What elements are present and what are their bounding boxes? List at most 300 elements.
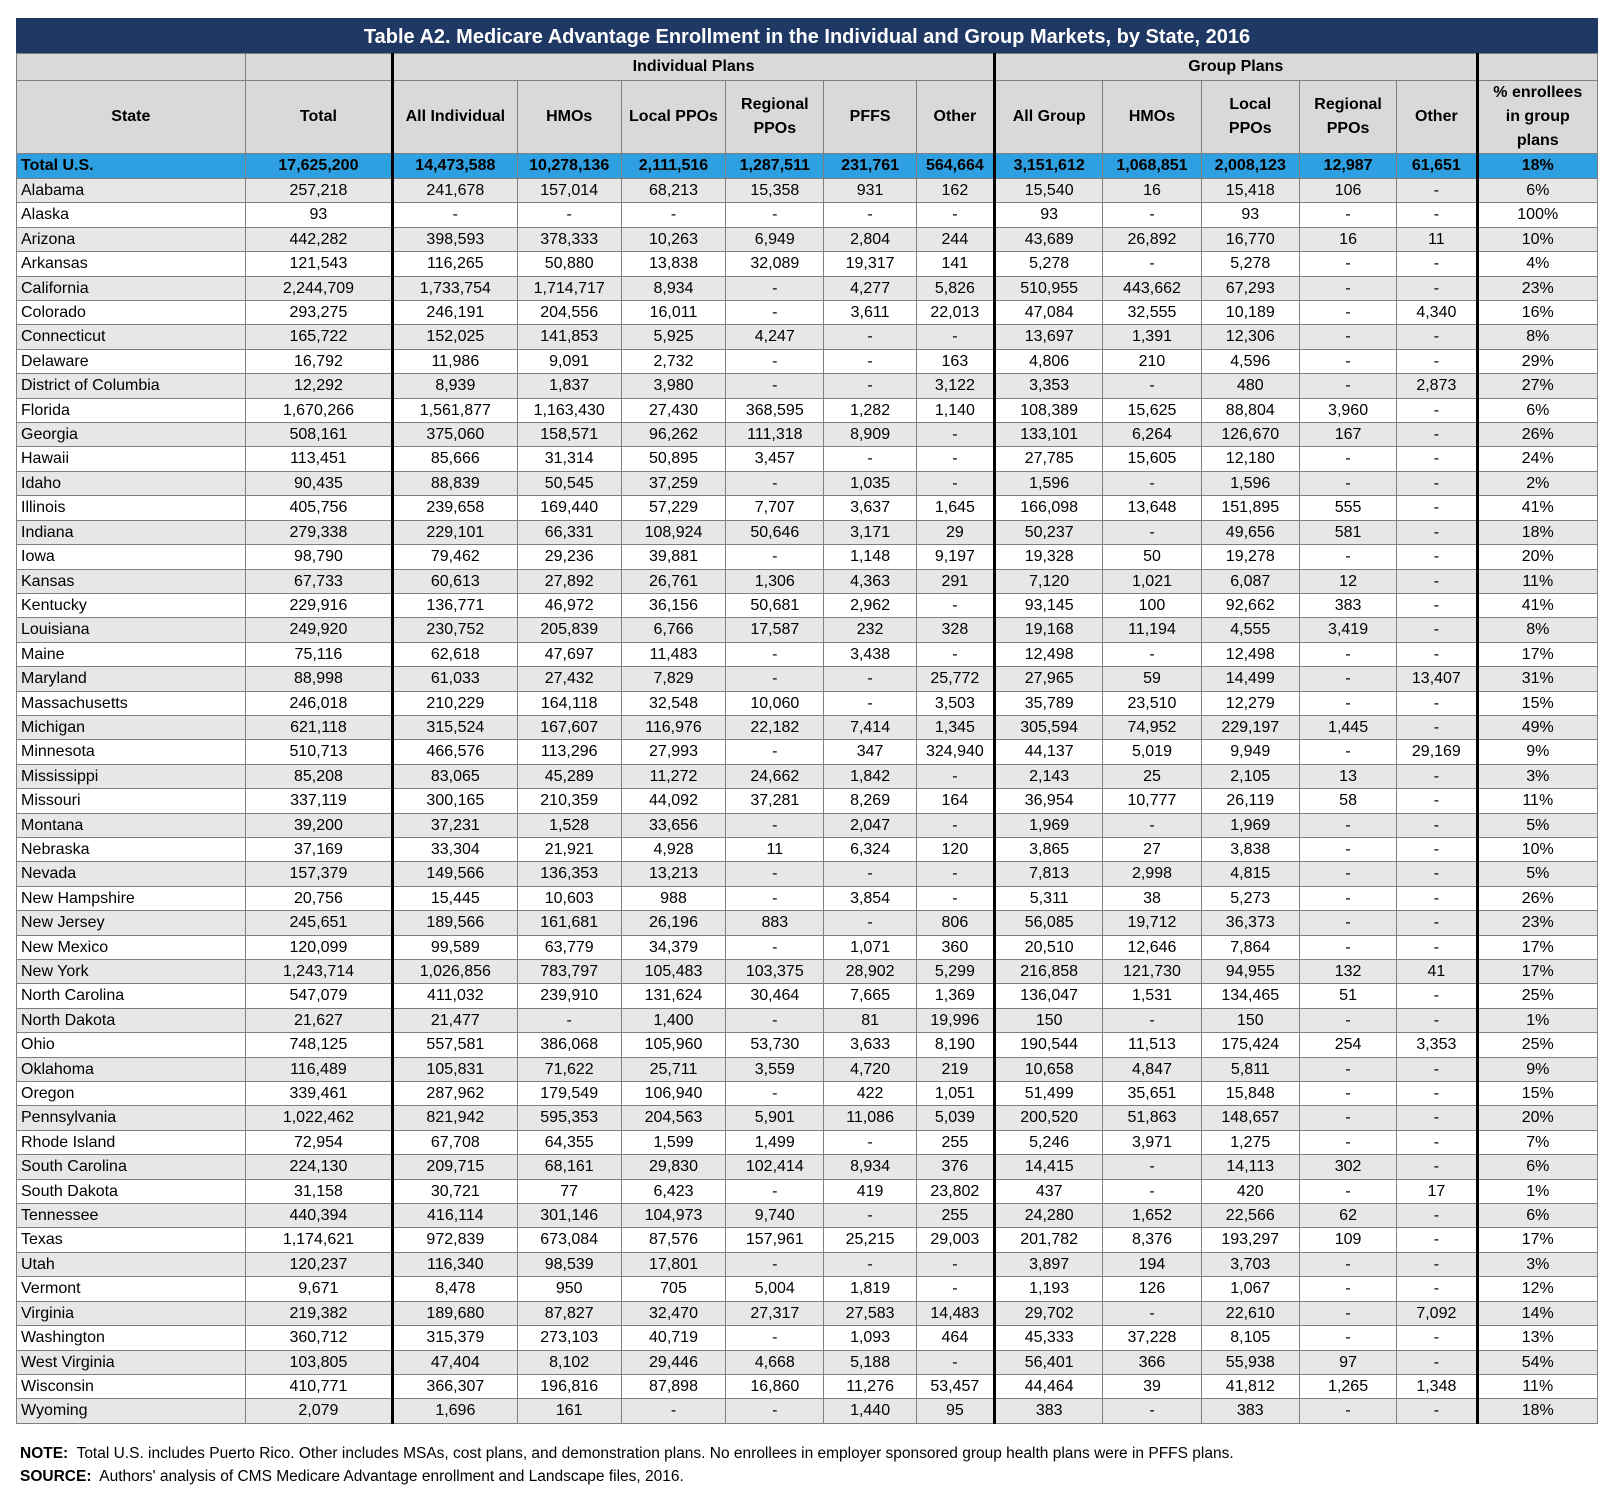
- table-cell: 6,949: [726, 227, 824, 251]
- source-label: SOURCE:: [20, 1468, 92, 1485]
- table-cell: -: [1103, 520, 1201, 544]
- table-cell: -: [1299, 1179, 1396, 1203]
- table-cell: 360,712: [245, 1326, 392, 1350]
- table-cell: 1,163,430: [517, 398, 621, 422]
- total-cell: Total U.S.: [17, 154, 246, 179]
- table-cell: 27,430: [621, 398, 725, 422]
- state-name-cell: Idaho: [17, 471, 246, 495]
- table-cell: 7%: [1477, 1130, 1598, 1154]
- table-cell: 229,101: [393, 520, 517, 544]
- table-cell: 157,014: [517, 179, 621, 203]
- state-name-cell: Florida: [17, 398, 246, 422]
- table-cell: -: [1103, 1008, 1201, 1032]
- table-cell: 1,306: [726, 569, 824, 593]
- table-cell: 1,265: [1299, 1374, 1396, 1398]
- table-cell: 8,934: [824, 1155, 916, 1179]
- state-name-cell: North Dakota: [17, 1008, 246, 1032]
- table-cell: 1,174,621: [245, 1228, 392, 1252]
- table-cell: 3,637: [824, 496, 916, 520]
- table-cell: -: [1299, 691, 1396, 715]
- table-cell: 103,805: [245, 1350, 392, 1374]
- table-cell: -: [1397, 1008, 1477, 1032]
- table-cell: 41,812: [1201, 1374, 1299, 1398]
- table-cell: 19,328: [995, 545, 1103, 569]
- table-cell: 58: [1299, 789, 1396, 813]
- table-cell: 20,510: [995, 935, 1103, 959]
- table-cell: 2,047: [824, 813, 916, 837]
- state-name-cell: Ohio: [17, 1033, 246, 1057]
- table-cell: 15,848: [1201, 1082, 1299, 1106]
- total-cell: 1,287,511: [726, 154, 824, 179]
- table-cell: 783,797: [517, 960, 621, 984]
- table-cell: 950: [517, 1277, 621, 1301]
- table-cell: 149,566: [393, 862, 517, 886]
- table-cell: 131,624: [621, 984, 725, 1008]
- table-cell: 328: [916, 618, 994, 642]
- table-cell: 201,782: [995, 1228, 1103, 1252]
- table-cell: 366,307: [393, 1374, 517, 1398]
- table-cell: 12,498: [1201, 642, 1299, 666]
- table-cell: 7,813: [995, 862, 1103, 886]
- table-cell: -: [393, 203, 517, 227]
- table-cell: -: [1397, 471, 1477, 495]
- table-cell: 410,771: [245, 1374, 392, 1398]
- table-cell: 51: [1299, 984, 1396, 1008]
- table-cell: 37,228: [1103, 1326, 1201, 1350]
- table-cell: 15,358: [726, 179, 824, 203]
- total-cell: 2,111,516: [621, 154, 725, 179]
- table-cell: 1,714,717: [517, 276, 621, 300]
- table-cell: 24,662: [726, 764, 824, 788]
- table-cell: 7,120: [995, 569, 1103, 593]
- total-cell: 14,473,588: [393, 154, 517, 179]
- table-cell: 27,583: [824, 1301, 916, 1325]
- table-cell: 5,039: [916, 1106, 994, 1130]
- table-cell: -: [726, 642, 824, 666]
- table-row: [17, 789, 1598, 813]
- table-cell: -: [726, 1008, 824, 1032]
- table-cell: -: [1397, 911, 1477, 935]
- table-cell: 141: [916, 252, 994, 276]
- table-cell: 56,401: [995, 1350, 1103, 1374]
- table-cell: -: [1103, 203, 1201, 227]
- table-cell: -: [824, 667, 916, 691]
- table-cell: 11,086: [824, 1106, 916, 1130]
- table-cell: 157,379: [245, 862, 392, 886]
- table-cell: -: [1397, 1130, 1477, 1154]
- table-cell: 116,489: [245, 1057, 392, 1081]
- col-header-all-individual: All Individual: [393, 81, 517, 154]
- table-cell: 83,065: [393, 764, 517, 788]
- state-name-cell: New Mexico: [17, 935, 246, 959]
- table-cell: 20,756: [245, 886, 392, 910]
- table-row: [17, 935, 1598, 959]
- table-cell: 1,193: [995, 1277, 1103, 1301]
- table-cell: 420: [1201, 1179, 1299, 1203]
- table-cell: 1,275: [1201, 1130, 1299, 1154]
- table-cell: 6%: [1477, 179, 1598, 203]
- table-cell: 28,902: [824, 960, 916, 984]
- table-cell: 30,721: [393, 1179, 517, 1203]
- table-cell: 1,051: [916, 1082, 994, 1106]
- table-cell: 3%: [1477, 1252, 1598, 1276]
- table-cell: -: [621, 203, 725, 227]
- table-cell: 175,424: [1201, 1033, 1299, 1057]
- table-cell: 8,909: [824, 423, 916, 447]
- table-cell: -: [1299, 667, 1396, 691]
- table-cell: 46,972: [517, 593, 621, 617]
- table-cell: 1,348: [1397, 1374, 1477, 1398]
- table-cell: 25,215: [824, 1228, 916, 1252]
- table-row: [17, 1277, 1598, 1301]
- table-cell: 33,656: [621, 813, 725, 837]
- table-cell: 81: [824, 1008, 916, 1032]
- state-name-cell: Alabama: [17, 179, 246, 203]
- table-cell: 239,910: [517, 984, 621, 1008]
- table-cell: 337,119: [245, 789, 392, 813]
- table-cell: 205,839: [517, 618, 621, 642]
- state-name-cell: Iowa: [17, 545, 246, 569]
- table-cell: 29,003: [916, 1228, 994, 1252]
- table-cell: 5,004: [726, 1277, 824, 1301]
- state-name-cell: Oregon: [17, 1082, 246, 1106]
- table-cell: -: [1299, 1301, 1396, 1325]
- table-cell: 25%: [1477, 1033, 1598, 1057]
- col-header-ind-regional-ppos: Regional PPOs: [726, 81, 824, 154]
- table-cell: 5,278: [995, 252, 1103, 276]
- table-cell: 411,032: [393, 984, 517, 1008]
- state-name-cell: Wyoming: [17, 1399, 246, 1423]
- table-cell: 1,652: [1103, 1204, 1201, 1228]
- table-cell: 209,715: [393, 1155, 517, 1179]
- table-cell: 56,085: [995, 911, 1103, 935]
- table-cell: 10,658: [995, 1057, 1103, 1081]
- table-row: [17, 618, 1598, 642]
- table-cell: 405,756: [245, 496, 392, 520]
- table-cell: 50,895: [621, 447, 725, 471]
- table-cell: 11,513: [1103, 1033, 1201, 1057]
- table-cell: -: [824, 1130, 916, 1154]
- table-cell: 204,556: [517, 301, 621, 325]
- table-cell: 4,247: [726, 325, 824, 349]
- table-cell: 255: [916, 1204, 994, 1228]
- table-cell: 1,345: [916, 715, 994, 739]
- table-cell: -: [916, 593, 994, 617]
- table-cell: -: [1299, 1399, 1396, 1423]
- note-label: NOTE:: [20, 1445, 69, 1462]
- table-cell: 120,237: [245, 1252, 392, 1276]
- table-cell: 22,182: [726, 715, 824, 739]
- table-cell: 193,297: [1201, 1228, 1299, 1252]
- table-cell: 151,895: [1201, 496, 1299, 520]
- table-cell: 581: [1299, 520, 1396, 544]
- table-cell: 106,940: [621, 1082, 725, 1106]
- table-cell: 77: [517, 1179, 621, 1203]
- table-cell: 4,277: [824, 276, 916, 300]
- table-cell: 4,340: [1397, 301, 1477, 325]
- table-cell: 194: [1103, 1252, 1201, 1276]
- table-cell: 547,079: [245, 984, 392, 1008]
- table-cell: 557,581: [393, 1033, 517, 1057]
- table-cell: 10,603: [517, 886, 621, 910]
- state-name-cell: New Hampshire: [17, 886, 246, 910]
- table-cell: 87,898: [621, 1374, 725, 1398]
- table-cell: 50,681: [726, 593, 824, 617]
- table-cell: 19,317: [824, 252, 916, 276]
- table-cell: -: [916, 1350, 994, 1374]
- table-cell: 5,901: [726, 1106, 824, 1130]
- table-cell: 14,113: [1201, 1155, 1299, 1179]
- table-cell: 1,026,856: [393, 960, 517, 984]
- table-cell: 71,622: [517, 1057, 621, 1081]
- state-name-cell: Texas: [17, 1228, 246, 1252]
- table-cell: 1,499: [726, 1130, 824, 1154]
- table-cell: 305,594: [995, 715, 1103, 739]
- table-cell: 22,566: [1201, 1204, 1299, 1228]
- table-row: [17, 227, 1598, 251]
- table-cell: 108,924: [621, 520, 725, 544]
- table-cell: -: [1299, 1252, 1396, 1276]
- table-cell: 15,445: [393, 886, 517, 910]
- table-cell: 1,531: [1103, 984, 1201, 1008]
- table-cell: 41: [1397, 960, 1477, 984]
- table-cell: 2%: [1477, 471, 1598, 495]
- table-cell: 3,559: [726, 1057, 824, 1081]
- table-cell: -: [1103, 252, 1201, 276]
- table-cell: 18%: [1477, 520, 1598, 544]
- state-name-cell: Tennessee: [17, 1204, 246, 1228]
- table-cell: 1,148: [824, 545, 916, 569]
- table-cell: -: [517, 203, 621, 227]
- table-cell: 1,528: [517, 813, 621, 837]
- table-cell: -: [1299, 911, 1396, 935]
- table-cell: 88,839: [393, 471, 517, 495]
- table-cell: 9,671: [245, 1277, 392, 1301]
- state-name-cell: Colorado: [17, 301, 246, 325]
- state-name-cell: Georgia: [17, 423, 246, 447]
- table-cell: 229,916: [245, 593, 392, 617]
- table-cell: 133,101: [995, 423, 1103, 447]
- table-cell: 11,272: [621, 764, 725, 788]
- table-cell: 37,231: [393, 813, 517, 837]
- table-cell: 32,555: [1103, 301, 1201, 325]
- table-cell: 5,311: [995, 886, 1103, 910]
- table-cell: 8,102: [517, 1350, 621, 1374]
- table-cell: 31,314: [517, 447, 621, 471]
- state-name-cell: South Dakota: [17, 1179, 246, 1203]
- table-notes: [20, 1442, 1234, 1488]
- table-cell: 3,854: [824, 886, 916, 910]
- table-cell: -: [824, 862, 916, 886]
- table-cell: 673,084: [517, 1228, 621, 1252]
- table-cell: 1%: [1477, 1008, 1598, 1032]
- table-cell: 1,969: [1201, 813, 1299, 837]
- table-row: [17, 569, 1598, 593]
- table-cell: 88,804: [1201, 398, 1299, 422]
- state-name-cell: South Carolina: [17, 1155, 246, 1179]
- table-cell: -: [1397, 252, 1477, 276]
- table-row: [17, 667, 1598, 691]
- table-cell: 11%: [1477, 789, 1598, 813]
- table-cell: 12,279: [1201, 691, 1299, 715]
- table-cell: 1,596: [995, 471, 1103, 495]
- table-cell: -: [1397, 691, 1477, 715]
- state-name-cell: Hawaii: [17, 447, 246, 471]
- table-cell: 12%: [1477, 1277, 1598, 1301]
- table-cell: 232: [824, 618, 916, 642]
- table-cell: 27: [1103, 837, 1201, 861]
- table-row: [17, 398, 1598, 422]
- table-cell: 8,105: [1201, 1326, 1299, 1350]
- table-cell: 50,545: [517, 471, 621, 495]
- state-name-cell: Arkansas: [17, 252, 246, 276]
- table-cell: 41%: [1477, 496, 1598, 520]
- table-cell: 5,273: [1201, 886, 1299, 910]
- table-cell: 378,333: [517, 227, 621, 251]
- table-cell: 134,465: [1201, 984, 1299, 1008]
- table-cell: 10,777: [1103, 789, 1201, 813]
- table-cell: -: [726, 1252, 824, 1276]
- table-cell: -: [726, 813, 824, 837]
- table-cell: 315,524: [393, 715, 517, 739]
- individual-plans-header: Individual Plans: [393, 54, 995, 81]
- table-cell: -: [1299, 1008, 1396, 1032]
- table-cell: 104,973: [621, 1204, 725, 1228]
- table-cell: 93: [1201, 203, 1299, 227]
- table-cell: 6%: [1477, 1155, 1598, 1179]
- table-cell: 23%: [1477, 276, 1598, 300]
- table-cell: -: [916, 447, 994, 471]
- table-cell: 16: [1103, 179, 1201, 203]
- table-row: [17, 179, 1598, 203]
- state-name-cell: Pennsylvania: [17, 1106, 246, 1130]
- table-cell: -: [916, 471, 994, 495]
- table-cell: 106: [1299, 179, 1396, 203]
- table-row: [17, 374, 1598, 398]
- table-cell: 3,897: [995, 1252, 1103, 1276]
- table-cell: 37,169: [245, 837, 392, 861]
- table-cell: 116,976: [621, 715, 725, 739]
- table-cell: 17,801: [621, 1252, 725, 1276]
- table-cell: -: [726, 862, 824, 886]
- table-cell: -: [1397, 349, 1477, 373]
- table-cell: 419: [824, 1179, 916, 1203]
- table-row: [17, 593, 1598, 617]
- table-cell: 32,548: [621, 691, 725, 715]
- table-cell: -: [517, 1008, 621, 1032]
- table-cell: 60,613: [393, 569, 517, 593]
- state-name-cell: Louisiana: [17, 618, 246, 642]
- table-cell: 15,625: [1103, 398, 1201, 422]
- table-cell: -: [1299, 740, 1396, 764]
- table-cell: 360: [916, 935, 994, 959]
- table-row: [17, 1204, 1598, 1228]
- table-cell: 38: [1103, 886, 1201, 910]
- table-container: [16, 18, 1598, 1424]
- table-cell: 98,790: [245, 545, 392, 569]
- table-cell: 162: [916, 179, 994, 203]
- table-cell: 11,986: [393, 349, 517, 373]
- state-name-cell: Nevada: [17, 862, 246, 886]
- table-cell: 17%: [1477, 960, 1598, 984]
- table-row: [17, 471, 1598, 495]
- table-cell: 510,713: [245, 740, 392, 764]
- table-cell: 37,259: [621, 471, 725, 495]
- table-cell: 98,539: [517, 1252, 621, 1276]
- table-cell: -: [1397, 764, 1477, 788]
- table-row: [17, 1033, 1598, 1057]
- table-cell: 398,593: [393, 227, 517, 251]
- table-cell: 1,071: [824, 935, 916, 959]
- table-cell: 27,993: [621, 740, 725, 764]
- table-cell: 41%: [1477, 593, 1598, 617]
- table-title: Table A2. Medicare Advantage Enrollment in the Individual and Group Markets, by State, 2016: [16, 18, 1598, 53]
- table-cell: 4%: [1477, 252, 1598, 276]
- table-cell: 246,191: [393, 301, 517, 325]
- note-text: Total U.S. includes Puerto Rico. Other includes MSAs, cost plans, and demonstration plans. No enrollees in employer sponsored group health plans were in PFFS plans.: [76, 1445, 1234, 1462]
- table-cell: 62,618: [393, 642, 517, 666]
- table-cell: 246,018: [245, 691, 392, 715]
- table-cell: 113,451: [245, 447, 392, 471]
- table-cell: 161,681: [517, 911, 621, 935]
- total-cell: 12,987: [1299, 154, 1396, 179]
- table-cell: 17: [1397, 1179, 1477, 1203]
- table-body: [17, 154, 1598, 1424]
- table-cell: 67,293: [1201, 276, 1299, 300]
- table-cell: -: [1397, 1399, 1477, 1423]
- table-cell: 141,853: [517, 325, 621, 349]
- table-cell: 1,022,462: [245, 1106, 392, 1130]
- table-row: [17, 1228, 1598, 1252]
- state-name-cell: Maryland: [17, 667, 246, 691]
- table-cell: 3,611: [824, 301, 916, 325]
- state-name-cell: Michigan: [17, 715, 246, 739]
- table-cell: 9,091: [517, 349, 621, 373]
- table-cell: 1,696: [393, 1399, 517, 1423]
- table-cell: 111,318: [726, 423, 824, 447]
- table-cell: 15,540: [995, 179, 1103, 203]
- table-cell: 5%: [1477, 813, 1598, 837]
- table-cell: 239,658: [393, 496, 517, 520]
- table-cell: 165,722: [245, 325, 392, 349]
- table-cell: -: [1299, 545, 1396, 569]
- table-cell: 85,666: [393, 447, 517, 471]
- table-cell: 29,702: [995, 1301, 1103, 1325]
- table-cell: 11: [1397, 227, 1477, 251]
- table-cell: 21,627: [245, 1008, 392, 1032]
- table-cell: -: [916, 642, 994, 666]
- table-cell: -: [916, 203, 994, 227]
- table-cell: 22,610: [1201, 1301, 1299, 1325]
- table-cell: -: [726, 1179, 824, 1203]
- table-cell: 9,949: [1201, 740, 1299, 764]
- table-cell: 39,881: [621, 545, 725, 569]
- table-cell: 59: [1103, 667, 1201, 691]
- table-cell: 6%: [1477, 1204, 1598, 1228]
- table-row: [17, 520, 1598, 544]
- table-cell: 25,772: [916, 667, 994, 691]
- table-cell: 62: [1299, 1204, 1396, 1228]
- table-row: [17, 1155, 1598, 1179]
- table-cell: 148,657: [1201, 1106, 1299, 1130]
- total-row: [17, 154, 1598, 179]
- table-row: [17, 1179, 1598, 1203]
- table-cell: 1,599: [621, 1130, 725, 1154]
- table-cell: -: [1397, 642, 1477, 666]
- table-cell: 19,712: [1103, 911, 1201, 935]
- table-cell: 9,740: [726, 1204, 824, 1228]
- table-cell: 324,940: [916, 740, 994, 764]
